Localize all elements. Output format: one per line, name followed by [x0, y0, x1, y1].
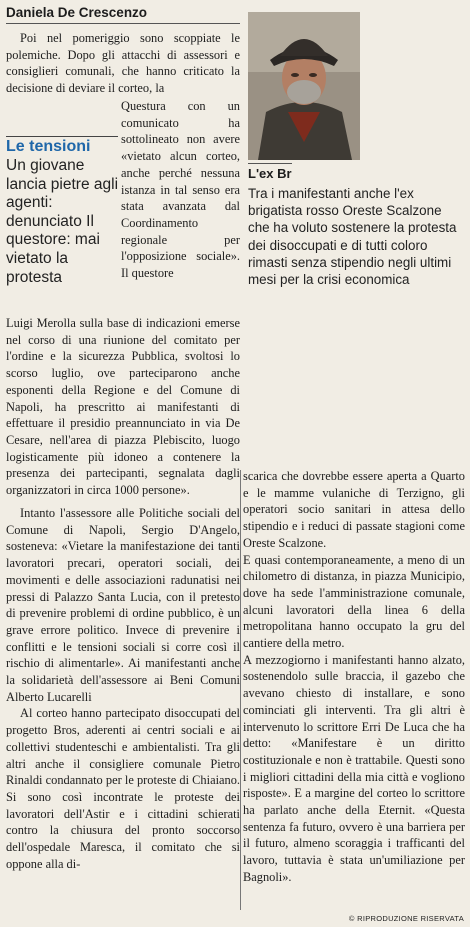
box-kicker: Le tensioni — [6, 136, 118, 156]
article-paragraph: scarica che dovrebbe essere aperta a Quarto e le mamme vulaniche di Terzigno, gli operatori socio sanitari in attesa dello stipendio e i reduci di passate stagioni come Oreste Scalzone. — [243, 469, 465, 550]
column-divider — [240, 470, 241, 910]
article-side-paragraph: Questura con un comunicato ha sottolineato non avere «vietato alcun corteo, anche perché nessuna istanza in tal senso era stata avanzata dal Coordinamento regionale per l'opposizione sociale». Il questore — [121, 99, 240, 281]
box-headline: Un giovane lancia pietre agli agenti: denunciato Il questore: mai vietato la protesta — [6, 157, 119, 286]
article-lead-paragraph: Poi nel pomeriggio sono scoppiate le polemiche. Dopo gli attacchi di assessori e consiglieri comunali, che hanno criticato la decisione di deviare il corteo, la — [6, 31, 240, 96]
article-paragraph: E quasi contemporaneamente, a meno di un chilometro di distanza, in piazza Municipio, dove ha sede l'amministrazione comunale, alcuni lavoratori della linea 6 della metropolitana hanno occupato la gru del cantiere della metro. — [243, 552, 465, 651]
right-column-text — [243, 468, 465, 886]
copyright-notice: © RIPRODUZIONE RISERVATA — [348, 914, 464, 923]
article-continued-paragraph: Luigi Merolla sulla base di indicazioni emerse nel corso di una riunione del comitato per l'ordine e la sicurezza Pubblica, svoltosi lo scorso luglio, ove parteciparono anche esponenti della Regione e del Comune di Napoli, ha prescritto ai manifestanti di effettuare il presidio preannunciato in via De Cesare, nell'area di piazza Plebiscito, luogo logisticamente più idoneo a contenere la presenza dei partecipanti, segnalata dagli organizzatori in circa 1000 persone». — [6, 316, 240, 498]
photo-caption-title: L'ex Br — [248, 163, 292, 182]
article-paragraph: Al corteo hanno partecipato disoccupati del progetto Bros, aderenti ai centri sociali e ai collettivi studenteschi e ambientalisti. Tra gli altri anche il consigliere comunale Pietro Rinaldi condannato per le proteste di Chiaiano. Si sono così incontrate le proteste dei lavoratori dell'Astir e i cittadini schierati contro la chiusura del pronto soccorso dell'ospedale Maresca, il comitato che si oppone alla di- — [6, 706, 240, 871]
article-paragraph: A mezzogiorno i manifestanti hanno alzato, sostenendolo sulle braccia, il gazebo che avevano chiesto di installare, e sono cominciati gli interventi. Tra gli altri è intervenuto lo scrittore Erri De Luca che ha detto: «Manifestare è un diritto costituzionale e non è trattabile. Questi sono i migliori cittadini della mia città e vogliono risposte». E a margine del corteo lo scrittore ha parlato anche della Eternit. «Questa sentenza fa futuro, ovvero è una barriera per il futuro, almeno scoraggia i trafficanti del lavoro, tuttavia è stata un'umiliazione per Bagnoli». — [243, 652, 465, 884]
byline: Daniela De Crescenzo — [6, 4, 240, 24]
tensioni-box — [6, 136, 118, 287]
scalzone-photo — [248, 12, 360, 160]
left-column-text — [6, 505, 240, 872]
article-paragraph: Intanto l'assessore alle Politiche sociali del Comune di Napoli, Sergio D'Angelo, sosteneva: «Vietare la manifestazione dei tanti lavoratori precari, operatori sociali, dei movimenti e delle associazioni radunatisi nei pressi di Palazzo Santa Lucia, con il pretesto di prevenire problemi di ordine pubblico, è un grave errore politico. Invece di prevenire i conflitti e le tensioni sociali si corre così il rischio di alimentarle». Ai manifestanti anche la solidarietà dell'assessore ai Beni Comuni Alberto Lucarelli — [6, 506, 240, 704]
photo-caption — [248, 163, 460, 288]
photo-caption-text: Tra i manifestanti anche l'ex brigatista rosso Oreste Scalzone che ha voluto sostenere la protesta dei disoccupati e di tutti coloro rimasti senza stipendio negli ultimi mesi per la crisi economica — [248, 186, 457, 288]
